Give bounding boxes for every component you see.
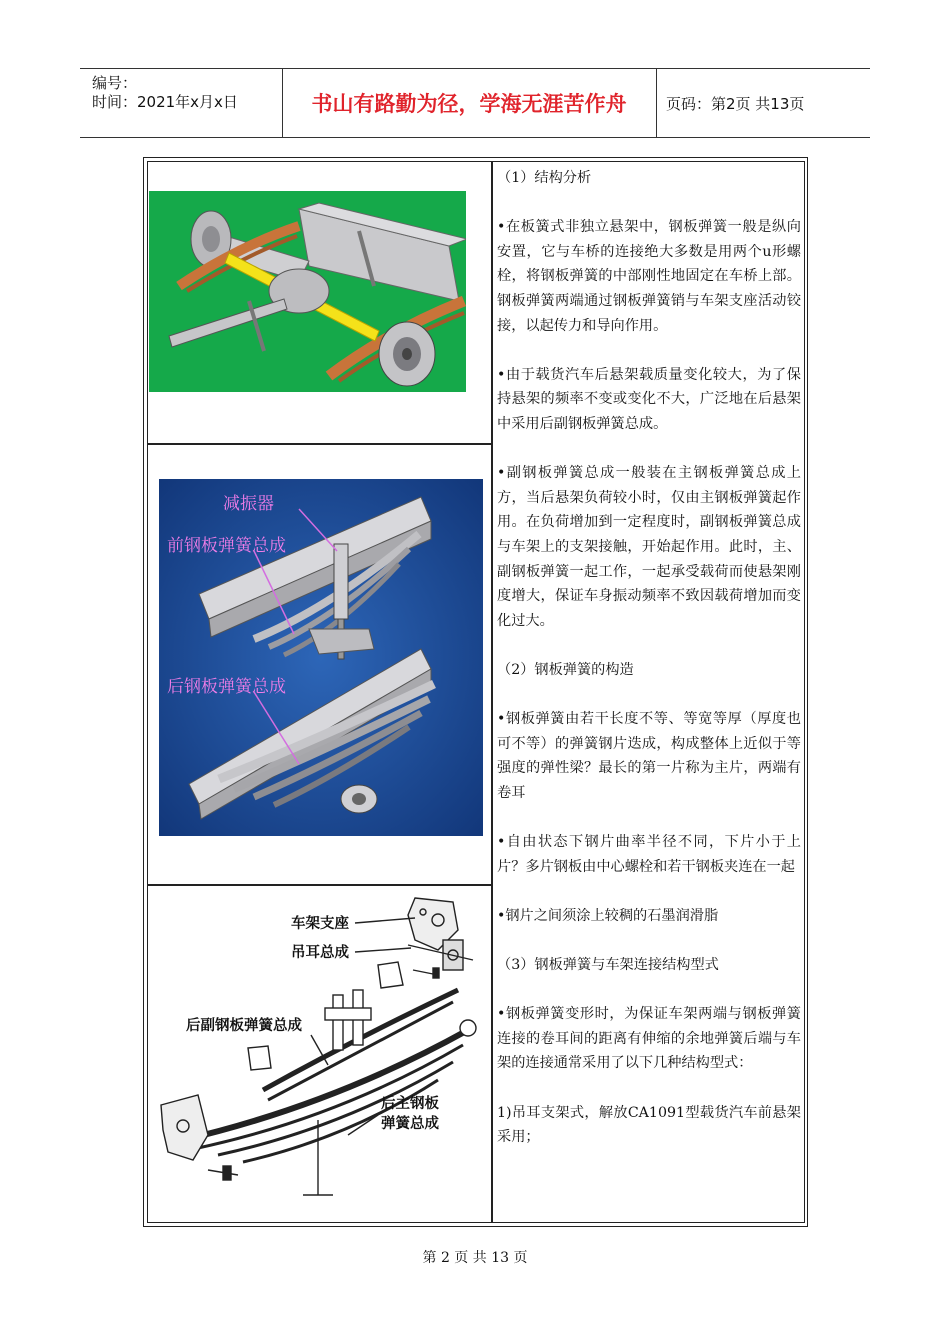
paragraph: •自由状态下钢片曲率半径不同，下片小于上片？多片钢板由中心螺栓和若干钢板夹连在一起 [497, 834, 801, 875]
paragraph: •钢板弹簧由若干长度不等、等宽等厚（厚度也可不等）的弹簧钢片迭成，构成整体上近似于等强度的弹性梁？最长的第一片称为主片，两端有卷耳 [497, 711, 801, 801]
paragraph: •由于载货汽车后悬架载质量变化较大，为了保持悬架的频率不变或变化不大，广泛地在后悬架中采用后副钢板弹簧总成。 [497, 366, 801, 432]
header-motto: 书山有路勤为径，学海无涯苦作舟 [282, 69, 657, 137]
figure-column [147, 161, 492, 1223]
suspension-chassis-image [149, 191, 466, 392]
page-header [80, 68, 870, 138]
section-heading-3: （3）钢板弹簧与车架连接结构型式 [497, 957, 719, 973]
header-page-info: 页码：第2页 共13页 [666, 94, 805, 113]
paragraph: •副钢板弹簧总成一般装在主钢板弹簧总成上方，当后悬架负荷较小时，仅由主钢板弹簧起作用。在负荷增加到一定程度时，副钢板弹簧总成与车架上的支架接触，开始起作用。此时，主、副钢板弹簧一起工作，一起承受载荷而使悬架刚度增大，保证车身振动频率不致因载荷增加而变化过大。 [497, 465, 801, 629]
rear-aux-spring-label: 后副钢板弹簧总成 [186, 1018, 302, 1034]
paragraph: •钢片之间须涂上较稠的石墨润滑脂 [497, 907, 719, 924]
figure-cell-2 [147, 444, 492, 885]
shackle-label: 吊耳总成 [291, 945, 349, 961]
figure-cell-3 [147, 885, 492, 1223]
section-heading-1: （1）结构分析 [497, 170, 592, 186]
rear-spring-label: 后钢板弹簧总成 [167, 677, 286, 697]
shock-absorber-label: 减振器 [223, 494, 274, 514]
page-footer: 第 2 页 共 13 页 [422, 1250, 528, 1266]
text-body [497, 166, 801, 1174]
time-label: 时间：2021年x月x日 [92, 93, 238, 111]
rear-main-spring-label-2: 弹簧总成 [381, 1116, 439, 1132]
paragraph: 1)吊耳支架式，解放CA1091型载货汽车前悬架采用； [497, 1104, 801, 1146]
rear-main-spring-label-1: 后主钢板 [381, 1096, 439, 1112]
leaf-spring-assembly-image [159, 479, 483, 836]
text-column [492, 161, 805, 1223]
frame-bracket-label: 车架支座 [291, 916, 349, 932]
figure-cell-1 [147, 161, 492, 444]
header-meta [80, 69, 283, 137]
content-table [143, 157, 808, 1227]
front-spring-label: 前钢板弹簧总成 [167, 536, 286, 556]
section-heading-2: （2）钢板弹簧的构造 [497, 661, 634, 678]
number-label: 编号： [92, 74, 138, 92]
paragraph: •在板簧式非独立悬架中，钢板弹簧一般是纵向安置，它与车桥的连接绝大多数是用两个u形螺栓，将钢板弹簧的中部刚性地固定在车桥上部。钢板弹簧两端通过钢板弹簧销与车架支座活动铰接，以起传力和导向作用。 [497, 219, 801, 334]
spring-frame-connection-diagram [153, 890, 483, 1220]
paragraph: •钢板弹簧变形时，为保证车架两端与钢板弹簧连接的卷耳间的距离有伸缩的余地弹簧后端与车架的连接通常采用了以下几种结构型式： [497, 1006, 801, 1072]
